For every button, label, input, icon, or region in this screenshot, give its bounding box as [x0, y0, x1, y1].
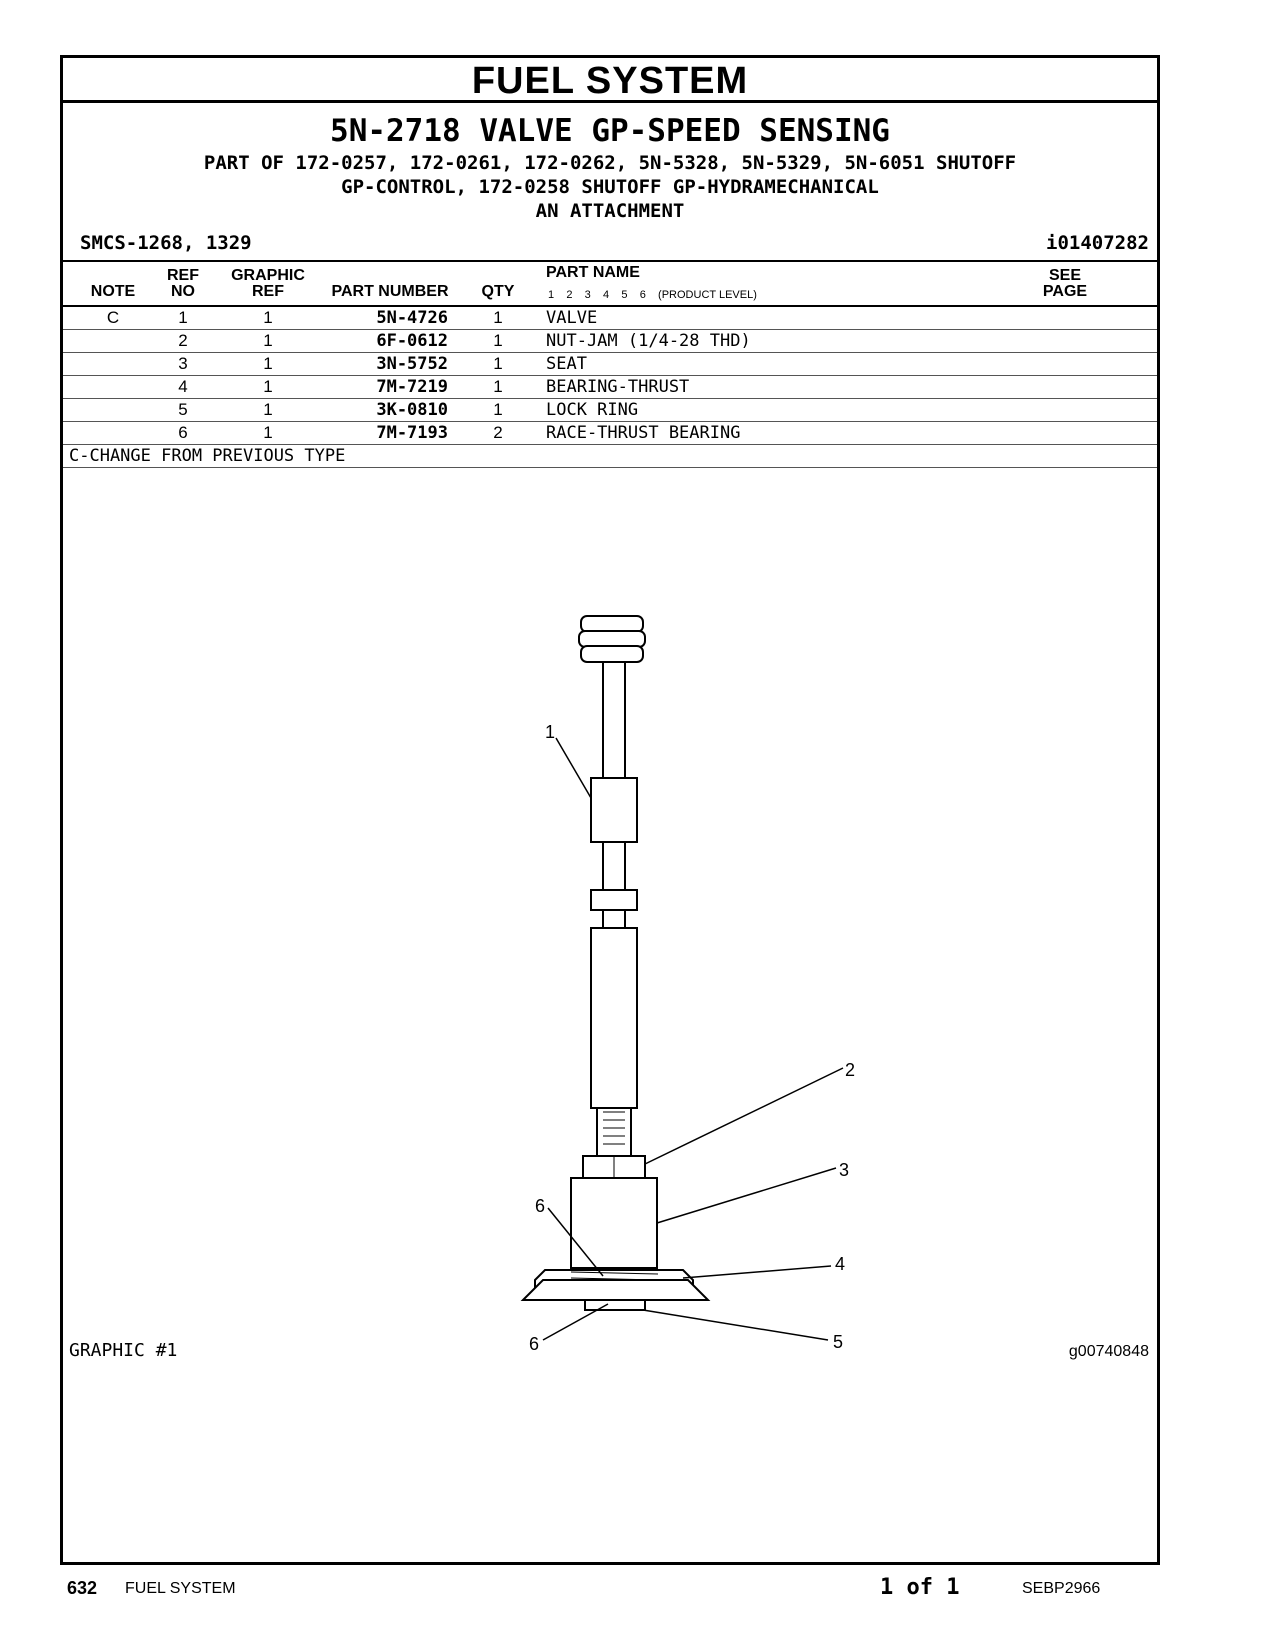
callout-1: 1 [545, 722, 556, 742]
cell-part-number: 7M-7193 [376, 423, 448, 443]
callout-6-lower: 6 [529, 1334, 540, 1354]
header-see-top: SEE [1048, 267, 1081, 284]
cell-part-name: VALVE [546, 308, 598, 328]
parts-table [63, 260, 1157, 468]
header-see-bottom: PAGE [1042, 283, 1088, 300]
page-title: FUEL SYSTEM [471, 60, 749, 102]
cell-ref: 2 [178, 331, 188, 350]
footer-section: FUEL SYSTEM [125, 1580, 236, 1597]
table-row [63, 399, 1157, 422]
subtitle-line-2: GP-CONTROL, 172-0258 SHUTOFF GP-HYDRAMECHANICAL [341, 176, 879, 198]
cell-ref: 6 [178, 423, 188, 442]
race-thrust-bearing [523, 1280, 708, 1300]
graphic-label: GRAPHIC #1 [69, 1340, 178, 1361]
header-part-name: PART NAME [546, 264, 640, 281]
header-graphic-bottom: REF [252, 283, 284, 300]
cell-graphic-ref: 1 [263, 331, 273, 350]
cell-graphic-ref: 1 [263, 308, 273, 327]
cell-part-number: 6F-0612 [376, 331, 448, 351]
graphic-id: g00740848 [1068, 1343, 1149, 1360]
footnote-text: C-CHANGE FROM PREVIOUS TYPE [69, 446, 346, 466]
footer-page-number: 632 [67, 1578, 98, 1598]
callout-5: 5 [833, 1332, 844, 1352]
table-row [63, 353, 1157, 376]
callout-6-upper: 6 [535, 1196, 546, 1216]
subtitle-line-1: PART OF 172-0257, 172-0261, 172-0262, 5N-5328, 5N-5329, 5N-6051 SHUTOFF [203, 152, 1017, 174]
cell-ref: 5 [178, 400, 188, 419]
valve-stem [603, 662, 625, 778]
cell-part-number: 3K-0810 [376, 400, 448, 420]
cell-note: C [106, 308, 120, 327]
cell-qty: 2 [493, 423, 503, 442]
title-band [63, 58, 1157, 103]
valve-top-ring [579, 631, 645, 647]
valve-top-ring [581, 616, 643, 632]
cell-ref: 4 [178, 377, 188, 396]
header-ref-bottom: NO [171, 283, 195, 300]
cell-graphic-ref: 1 [263, 354, 273, 373]
valve-exploded-diagram [453, 608, 873, 1368]
cell-part-name: SEAT [546, 354, 587, 374]
cell-qty: 1 [493, 331, 503, 350]
cell-ref: 3 [178, 354, 188, 373]
callout-3: 3 [839, 1160, 850, 1180]
cell-ref: 1 [178, 308, 188, 327]
seat [571, 1178, 657, 1268]
callout-4: 4 [835, 1254, 846, 1274]
table-row [63, 376, 1157, 399]
header-graphic-top: GRAPHIC [231, 267, 305, 284]
header-ref-top: REF [167, 267, 199, 284]
valve-top-ring [581, 646, 643, 662]
valve-body [591, 928, 637, 1108]
cell-qty: 1 [493, 354, 503, 373]
footer-page-count: 1 of 1 [880, 1575, 960, 1600]
footer-document-code: SEBP2966 [1022, 1580, 1101, 1597]
lock-ring [585, 1300, 645, 1310]
cell-part-name: LOCK RING [546, 400, 639, 420]
header-qty: QTY [481, 283, 515, 300]
header-part-number: PART NUMBER [331, 283, 449, 300]
valve-ring [591, 890, 637, 910]
cell-graphic-ref: 1 [263, 377, 273, 396]
cell-graphic-ref: 1 [263, 400, 273, 419]
cell-qty: 1 [493, 308, 503, 327]
assembly-title: 5N-2718 VALVE GP-SPEED SENSING [330, 113, 890, 149]
callout-2: 2 [845, 1060, 856, 1080]
valve-stem [603, 910, 625, 928]
valve-thread [597, 1108, 631, 1156]
cell-qty: 1 [493, 400, 503, 419]
header-note: NOTE [90, 283, 136, 300]
table-header [63, 260, 1157, 307]
cell-part-number: 3N-5752 [376, 354, 448, 374]
document-id: i01407282 [1046, 232, 1149, 254]
table-row [63, 330, 1157, 353]
cell-part-name: NUT-JAM (1/4-28 THD) [546, 331, 751, 351]
cell-part-name: BEARING-THRUST [546, 377, 690, 397]
smcs-code: SMCS-1268, 1329 [80, 232, 252, 254]
cell-qty: 1 [493, 377, 503, 396]
cell-part-number: 5N-4726 [376, 308, 448, 328]
valve-collar [591, 778, 637, 842]
table-footnote [63, 445, 1157, 468]
cell-graphic-ref: 1 [263, 423, 273, 442]
cell-part-name: RACE-THRUST BEARING [546, 423, 741, 443]
page-frame [60, 55, 1160, 1565]
subtitle-line-3: AN ATTACHMENT [535, 200, 685, 222]
valve-stem [603, 842, 625, 890]
table-row [63, 422, 1157, 445]
header-product-level: 1 2 3 4 5 6 (PRODUCT LEVEL) [548, 289, 757, 301]
table-row [63, 307, 1157, 330]
cell-part-number: 7M-7219 [376, 377, 448, 397]
